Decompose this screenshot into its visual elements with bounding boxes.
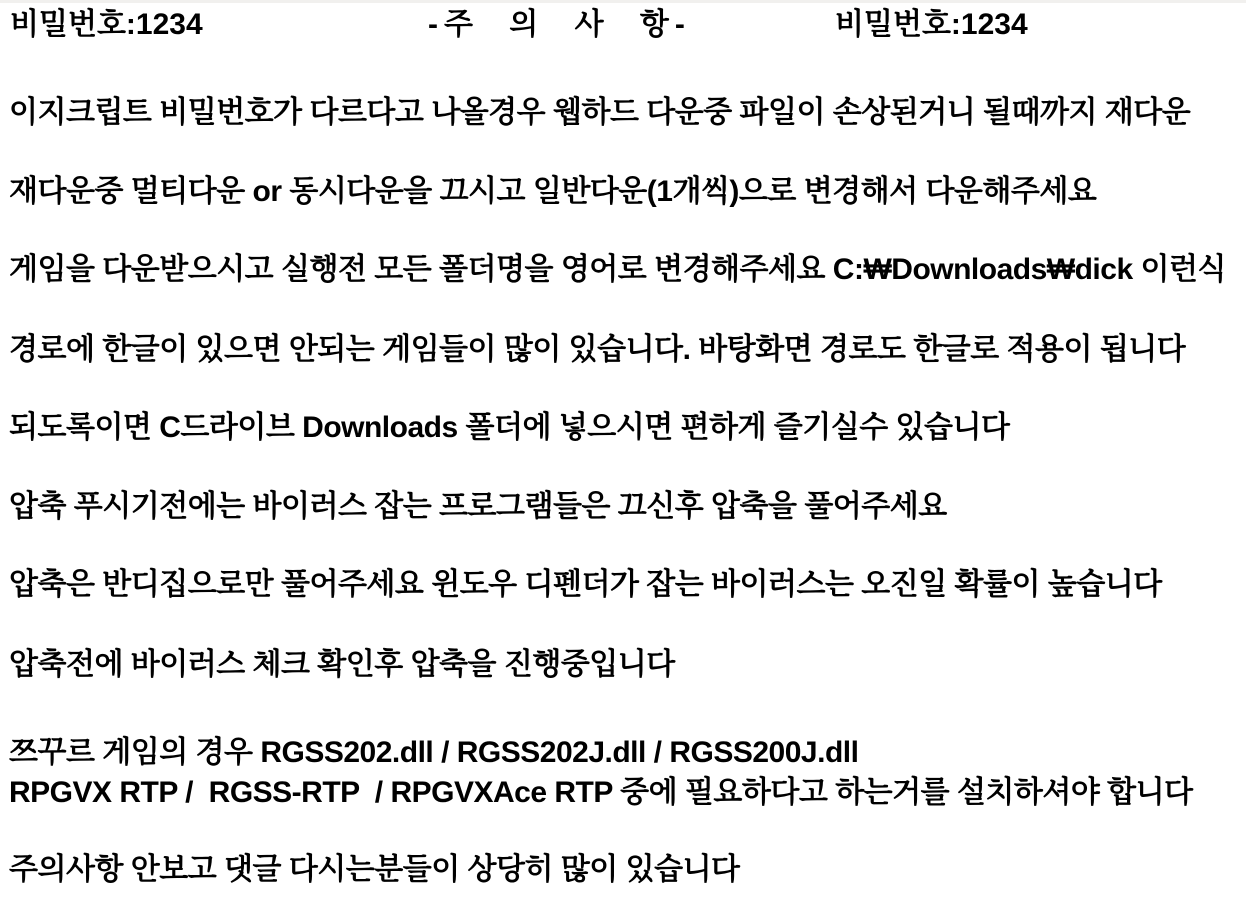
- password-right: 비밀번호:1234: [835, 8, 1028, 41]
- notice-line: RPGVX RTP / RGSS-RTP / RPGVXAce RTP 중에 필요하다고 하는거를 설치하셔야 합니다: [9, 776, 1193, 809]
- notice-line: 압축전에 바이러스 체크 확인후 압축을 진행중입니다: [9, 648, 675, 681]
- notice-line: 압축 푸시기전에는 바이러스 잡는 프로그램들은 끄신후 압축을 풀어주세요: [9, 490, 947, 523]
- notice-title: -주 의 사 항-: [428, 8, 691, 41]
- notice-line: 재다운중 멀티다운 or 동시다운을 끄시고 일반다운(1개씩)으로 변경해서 다운해주세요: [9, 175, 1097, 208]
- notice-line: 압축은 반디집으로만 풀어주세요 윈도우 디펜더가 잡는 바이러스는 오진일 확률이 높습니다: [9, 568, 1162, 601]
- notice-line: 게임을 다운받으시고 실행전 모든 폴더명을 영어로 변경해주세요 C:₩Downloads₩dick 이런식: [9, 253, 1226, 286]
- notice-line: 이지크립트 비밀번호가 다르다고 나올경우 웹하드 다운중 파일이 손상된거니 될때까지 재다운: [9, 96, 1191, 129]
- notice-body: [0, 93, 1246, 890]
- notice-header: [0, 0, 1246, 48]
- notice-line: 주의사항 안보고 댓글 다시는분들이 상당히 많이 있습니다: [9, 853, 740, 886]
- password-left: 비밀번호:1234: [10, 8, 203, 41]
- notice-line: 경로에 한글이 있으면 안되는 게임들이 많이 있습니다. 바탕화면 경로도 한글로 적용이 됩니다: [9, 333, 1186, 366]
- notice-line: 되도록이면 C드라이브 Downloads 폴더에 넣으시면 편하게 즐기실수 있습니다: [9, 411, 1010, 444]
- notice-line: 쯔꾸르 게임의 경우 RGSS202.dll / RGSS202J.dll / RGSS200J.dll: [9, 736, 859, 769]
